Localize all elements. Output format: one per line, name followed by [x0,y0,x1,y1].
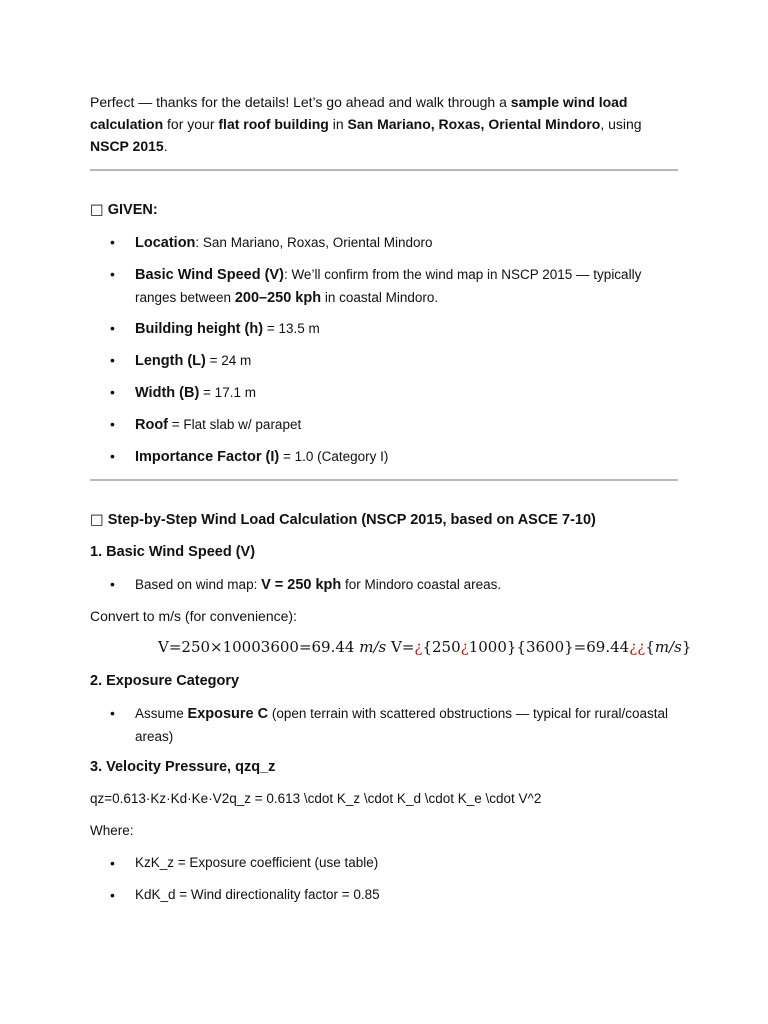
math-error-glyph: ¿¿ [629,638,646,656]
step-1-text: Based on wind map: [135,577,262,592]
intro-bold-3: San Mariano, Roxas, Oriental Mindoro [347,116,601,132]
bullet-dot: • [110,887,115,903]
math-unit: m/s [359,638,387,656]
bullet-dot: • [110,448,115,464]
math-part: V= [391,638,415,656]
intro-text-4: , using [600,116,642,132]
step-3-item-text: KzK_z = Exposure coefficient (use table) [135,855,379,870]
math-part: } [681,638,692,656]
given-bold-range: 200–250 kph [234,290,322,306]
given-value: = 1.0 (Category I) [279,449,389,464]
placeholder-box-icon: □ [90,512,104,528]
velocity-formula: qz=0.613·Kz·Kd·Ke·V2q_z = 0.613 \cdot K_z \cdot K_d \cdot K_e \cdot V^2 [90,791,542,806]
given-value: = 24 m [205,353,252,368]
given-label: Building height (h) [135,321,264,337]
step-1-text-2: for Mindoro coastal areas. [341,577,502,592]
intro-bold-2: flat roof building [218,116,329,132]
step-2-bold: Exposure C [187,706,269,722]
given-heading-text: GIVEN: [107,202,158,218]
given-label: Length (L) [135,353,206,369]
bullet-dot: • [110,266,115,282]
given-heading [90,199,158,221]
given-value: = Flat slab w/ parapet [168,417,302,432]
given-value-2: in coastal Mindoro. [321,290,439,305]
divider [90,479,678,481]
given-label: Basic Wind Speed (V) [135,267,284,283]
divider [90,169,678,171]
given-value: : San Mariano, Roxas, Oriental Mindoro [195,235,433,250]
given-value: = 13.5 m [263,321,320,336]
math-part: { [645,638,655,656]
math-part: V=250×10003600=69.44 [158,638,360,656]
intro-paragraph [90,91,678,157]
where-label: Where: [90,823,134,838]
bullet-dot: • [110,234,115,250]
math-unit: m/s [654,638,682,656]
step-2-text-2: (open terrain with scattered obstructions — typical for rural/coastal areas) [135,706,669,744]
step-2-text: Assume [135,706,188,721]
bullet-dot: • [110,320,115,336]
bullet-dot: • [110,416,115,432]
given-label: Importance Factor (I) [135,449,280,465]
bullet-dot: • [110,384,115,400]
math-part: {250 [422,638,461,656]
step-1-bold: V = 250 kph [261,577,342,593]
math-error-glyph: ¿ [414,638,423,656]
bullet-dot: • [110,576,115,592]
intro-text-1: Perfect — thanks for the details! Let’s go ahead and walk through a [90,94,511,110]
conversion-equation [158,636,691,658]
intro-text-3: in [328,116,348,132]
steps-heading-text: Step-by-Step Wind Load Calculation (NSCP 2015, based on ASCE 7-10) [107,512,596,528]
intro-text-5: . [163,138,168,154]
step-3-item-text: KdK_d = Wind directionality factor = 0.85 [135,887,380,902]
intro-bold-4: NSCP 2015 [90,138,164,154]
steps-heading [90,509,596,531]
intro-text-2: for your [163,116,219,132]
bullet-dot: • [110,855,115,871]
given-value: : We’ll confirm from the wind map in NSCP 2015 — typically ranges between [135,267,642,305]
math-part: 1000}{3600}=69.44 [468,638,630,656]
bullet-dot: • [110,352,115,368]
step-3-heading: 3. Velocity Pressure, qzq_z [90,759,276,775]
step-2-heading: 2. Exposure Category [90,673,240,689]
given-label: Roof [135,417,169,433]
step-1-heading: 1. Basic Wind Speed (V) [90,544,256,560]
given-label: Location [135,235,196,251]
bullet-dot: • [110,705,115,721]
math-error-glyph: ¿ [460,638,469,656]
given-value: = 17.1 m [199,385,256,400]
step-2-bullet [110,702,678,746]
given-item-wind-speed [110,263,678,307]
intro-bold-1: sample wind load calculation [90,94,628,132]
convert-text: Convert to m/s (for convenience): [90,608,297,624]
placeholder-box-icon: □ [90,202,104,218]
given-label: Width (B) [135,385,200,401]
